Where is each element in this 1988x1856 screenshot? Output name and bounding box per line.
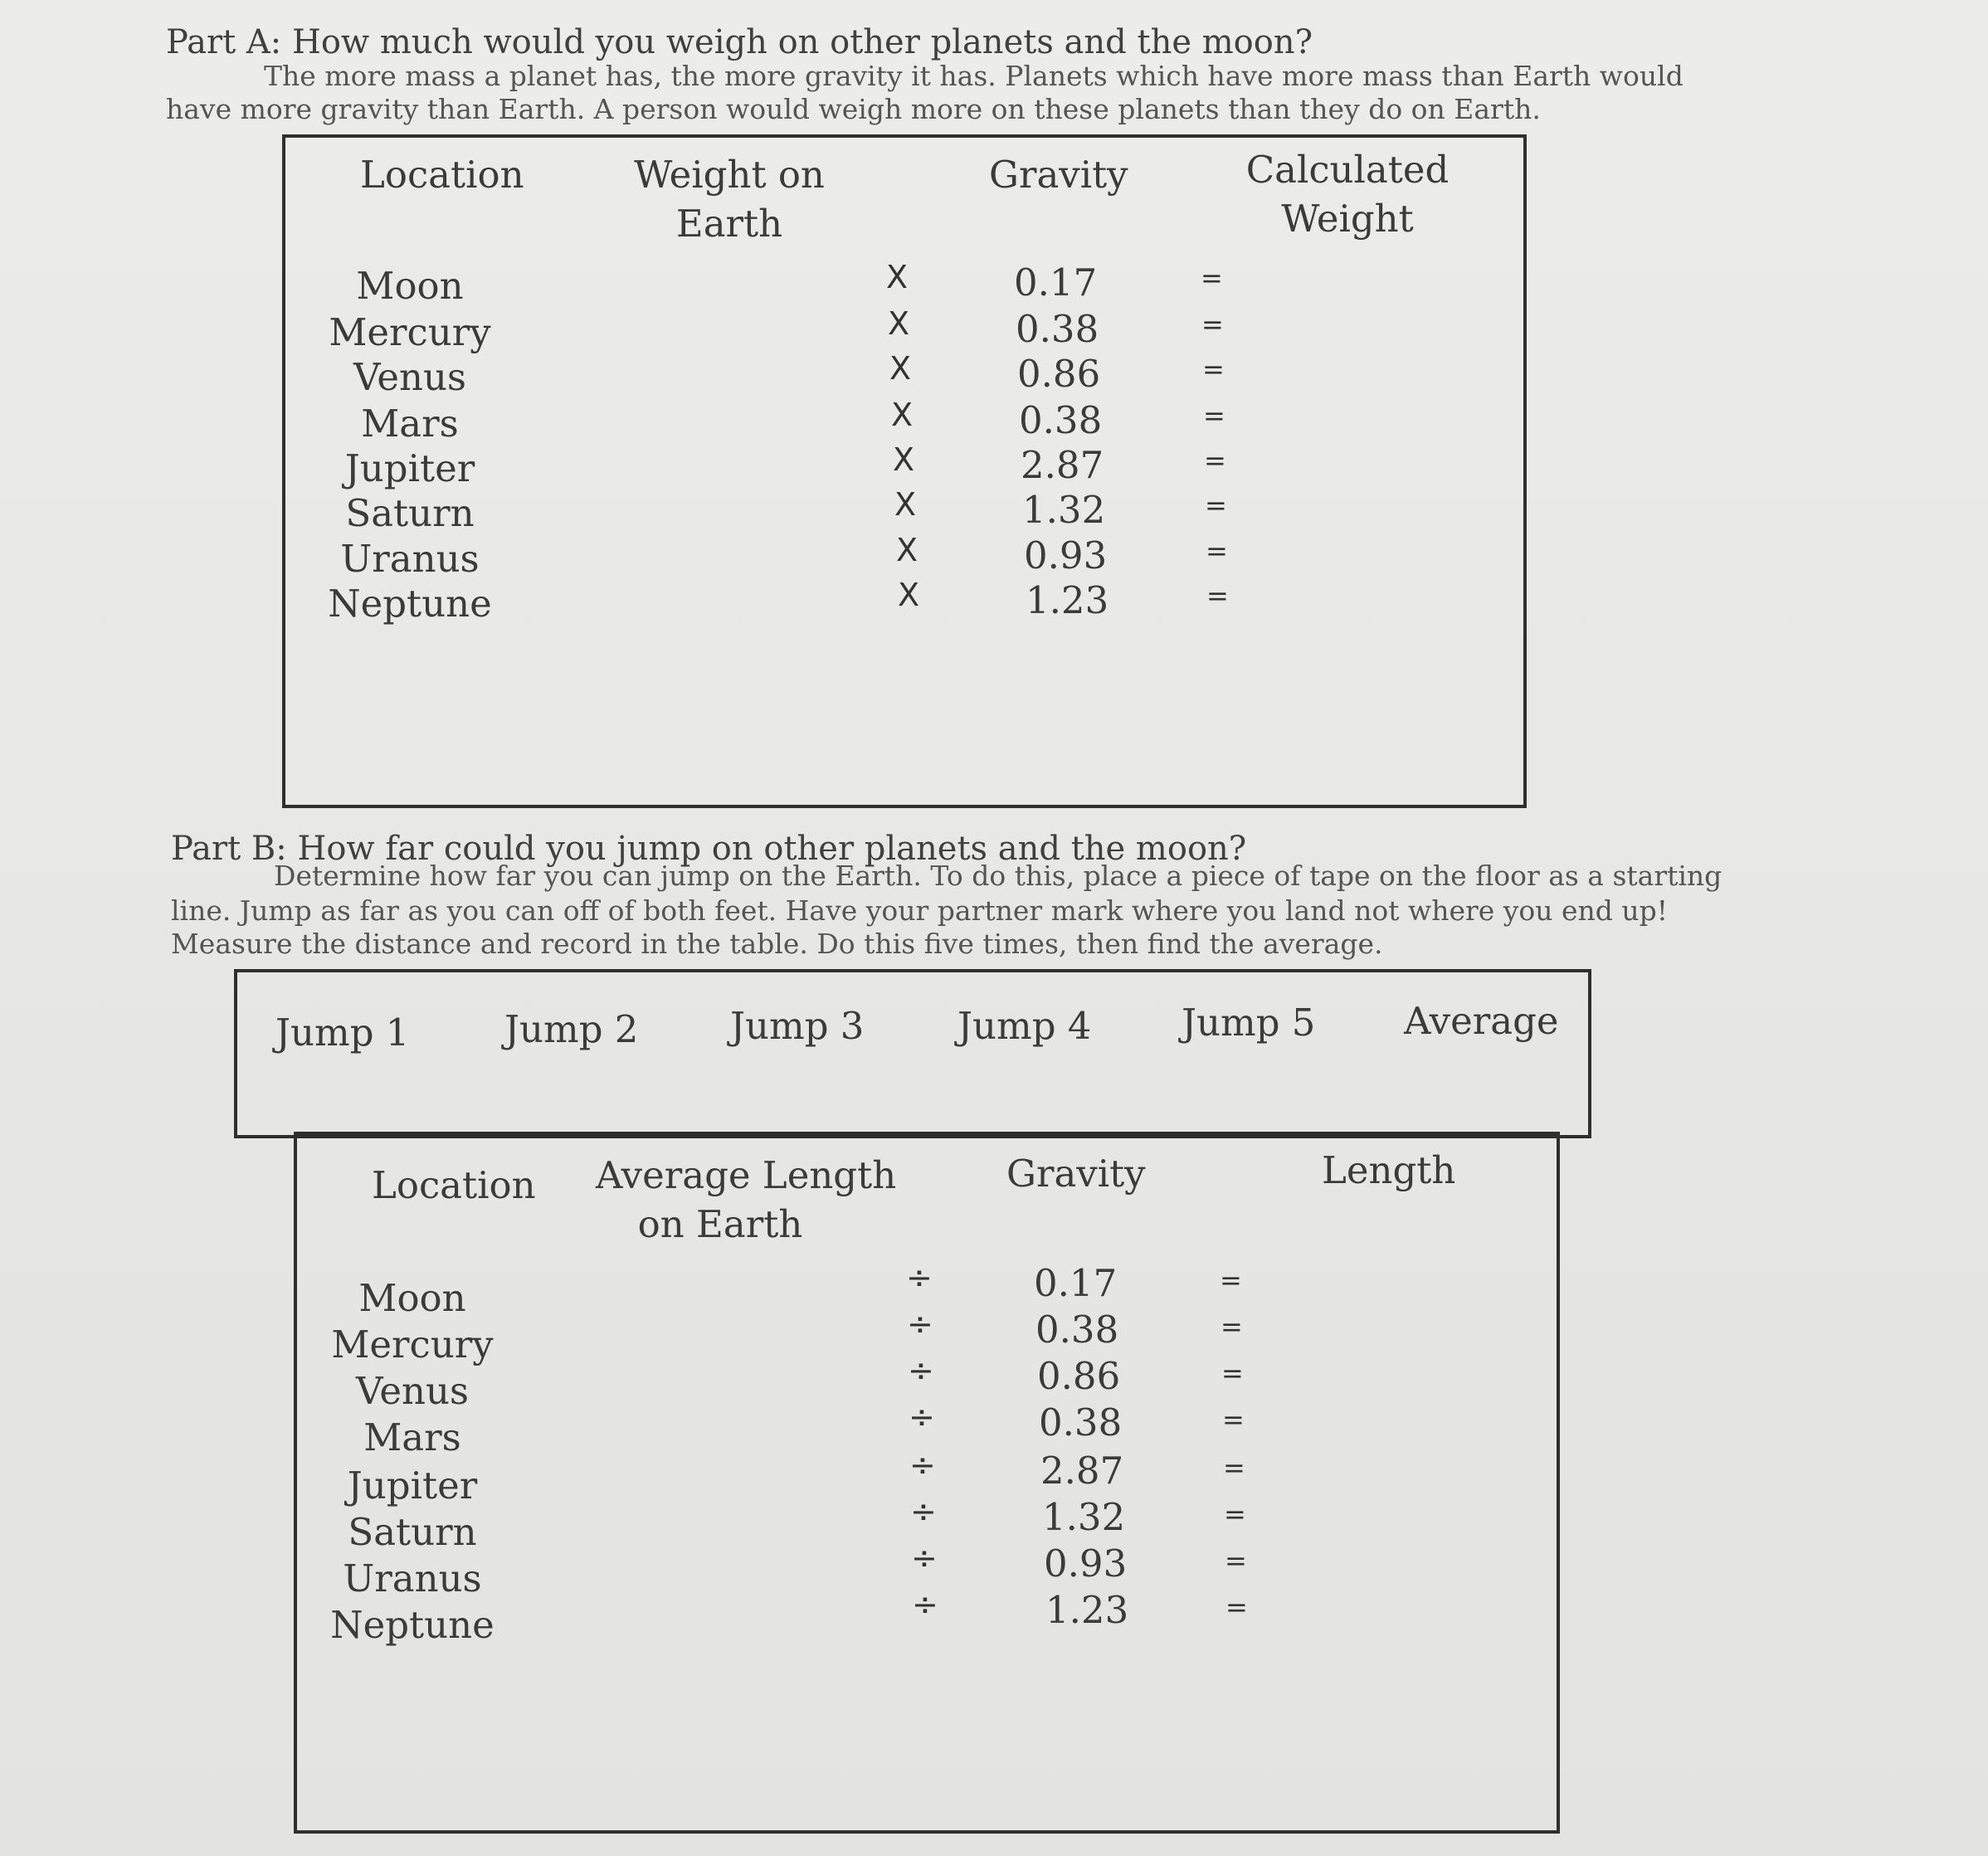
jump-length-table: [294, 1132, 1560, 1834]
weight-row-multiply-sign: X: [894, 486, 917, 523]
jump-header-cell: Jump 2: [504, 1007, 639, 1051]
weight-table-header-calculated: Calculated Weight: [1245, 148, 1450, 241]
length-table-header-average: Average Length on Earth: [596, 1153, 897, 1246]
weight-row-gravity: 0.93: [1024, 533, 1108, 577]
length-row-location: Saturn: [348, 1510, 477, 1554]
weight-row-location: Saturn: [345, 491, 475, 535]
length-row-divide-sign: ÷: [907, 1306, 933, 1342]
length-table-header-length: Length: [1322, 1148, 1456, 1192]
length-row-gravity: 0.93: [1044, 1542, 1128, 1586]
length-row-divide-sign: ÷: [908, 1352, 934, 1389]
weight-table-header-weight: Weight on Earth: [634, 153, 825, 246]
length-row-divide-sign: ÷: [909, 1447, 936, 1483]
weight-row-multiply-sign: X: [898, 577, 920, 613]
weight-row-location: Mercury: [329, 310, 491, 354]
weight-row-multiply-sign: X: [889, 350, 912, 387]
part-a-paragraph-line-1: The more mass a planet has, the more gravity it has. Planets which have more mass than Earth would: [264, 60, 1683, 92]
length-row-equals-sign: =: [1221, 1357, 1244, 1389]
weight-row-multiply-sign: X: [896, 532, 918, 568]
length-row-location: Mars: [363, 1415, 461, 1459]
part-a-paragraph-line-2: have more gravity than Earth. A person would weigh more on these planets than they do on Earth.: [166, 93, 1541, 125]
weight-row-equals-sign: =: [1205, 490, 1227, 521]
weight-row-equals-sign: =: [1206, 580, 1229, 611]
length-row-location: Venus: [355, 1369, 470, 1413]
length-row-equals-sign: =: [1225, 1591, 1248, 1623]
length-row-equals-sign: =: [1220, 1264, 1242, 1296]
length-row-equals-sign: =: [1225, 1545, 1247, 1576]
weight-row-gravity: 0.38: [1019, 398, 1103, 442]
jump-header-cell: Jump 5: [1182, 1001, 1316, 1045]
length-row-location: Moon: [358, 1276, 466, 1320]
part-a-heading: Part A: How much would you weigh on other planets and the moon?: [166, 23, 1313, 61]
weight-row-equals-sign: =: [1201, 309, 1224, 340]
length-table-header-location: Location: [372, 1163, 536, 1207]
length-row-gravity: 1.32: [1042, 1495, 1126, 1539]
weight-row-multiply-sign: X: [886, 259, 909, 295]
weight-row-location: Venus: [353, 355, 467, 399]
weight-row-equals-sign: =: [1202, 353, 1225, 385]
weight-row-location: Mars: [361, 402, 459, 446]
weight-row-equals-sign: =: [1206, 535, 1228, 567]
weight-row-gravity: 1.32: [1022, 488, 1106, 532]
jump-header-cell: Jump 4: [957, 1004, 1092, 1048]
jump-header-cell: Jump 3: [730, 1004, 865, 1048]
length-row-equals-sign: =: [1222, 1404, 1245, 1435]
length-row-divide-sign: ÷: [906, 1259, 933, 1296]
weight-row-gravity: 0.86: [1017, 352, 1101, 396]
jump-header-cell: Jump 1: [275, 1011, 410, 1055]
weight-row-gravity: 1.23: [1026, 578, 1109, 622]
weight-row-equals-sign: =: [1204, 445, 1226, 476]
length-row-divide-sign: ÷: [910, 1493, 937, 1530]
length-table-header-gravity: Gravity: [1006, 1152, 1146, 1196]
jump-header-cell: Average: [1404, 999, 1559, 1043]
part-b-paragraph-line-3: Measure the distance and record in the table. Do this five times, then find the average.: [171, 928, 1383, 960]
weight-row-location: Neptune: [328, 582, 492, 626]
weight-table-header-gravity: Gravity: [989, 153, 1128, 197]
length-row-gravity: 2.87: [1040, 1449, 1124, 1493]
weight-row-location: Moon: [356, 264, 464, 308]
length-row-location: Jupiter: [347, 1464, 478, 1508]
weight-row-location: Jupiter: [344, 446, 475, 490]
weight-row-equals-sign: =: [1201, 262, 1223, 294]
length-row-divide-sign: ÷: [909, 1399, 935, 1435]
length-row-location: Uranus: [343, 1556, 482, 1600]
length-row-location: Neptune: [330, 1603, 495, 1647]
weight-row-gravity: 0.17: [1014, 261, 1098, 304]
weight-table: [282, 134, 1527, 808]
length-row-equals-sign: =: [1221, 1311, 1243, 1342]
length-row-divide-sign: ÷: [912, 1586, 938, 1623]
length-row-equals-sign: =: [1224, 1498, 1246, 1530]
length-row-gravity: 0.38: [1039, 1401, 1123, 1444]
part-b-paragraph-line-2: line. Jump as far as you can off of both feet. Have your partner mark where you land not where you end up!: [171, 894, 1669, 927]
weight-row-location: Uranus: [340, 537, 480, 581]
length-row-gravity: 0.86: [1037, 1354, 1121, 1398]
weight-row-gravity: 2.87: [1021, 443, 1104, 487]
part-b-paragraph-line-1: Determine how far you can jump on the Earth. To do this, place a piece of tape on the floor as a starting: [274, 860, 1722, 892]
part-b-heading: Part B: How far could you jump on other planets and the moon?: [171, 830, 1247, 868]
length-row-equals-sign: =: [1223, 1452, 1245, 1483]
length-row-divide-sign: ÷: [911, 1540, 938, 1576]
length-row-gravity: 0.17: [1034, 1261, 1118, 1305]
weight-row-multiply-sign: X: [888, 305, 910, 342]
weight-table-header-location: Location: [360, 153, 524, 197]
length-row-gravity: 1.23: [1045, 1588, 1129, 1632]
length-row-location: Mercury: [331, 1323, 494, 1366]
weight-row-equals-sign: =: [1203, 400, 1225, 431]
weight-row-gravity: 0.38: [1016, 307, 1099, 351]
jump-table: [234, 969, 1591, 1138]
weight-row-multiply-sign: X: [893, 441, 915, 478]
weight-row-multiply-sign: X: [891, 397, 914, 433]
length-row-gravity: 0.38: [1035, 1308, 1119, 1352]
